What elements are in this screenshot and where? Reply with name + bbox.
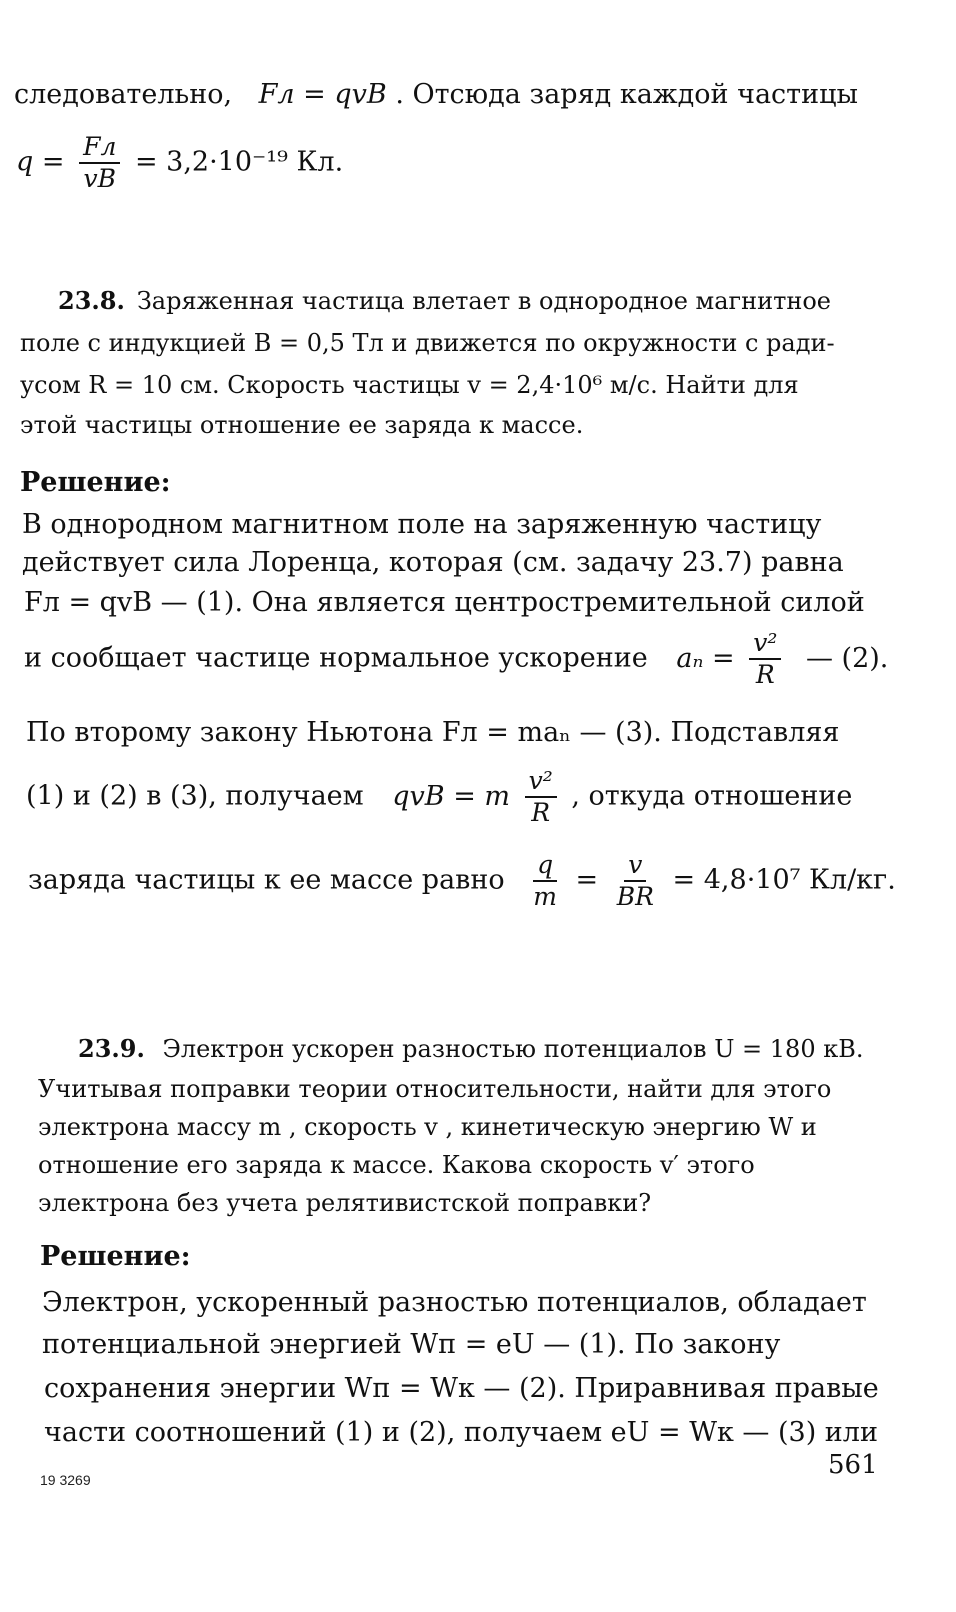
fraction-f-over-vb: $\frac{Fл}{vB}$ xyxy=(79,132,120,194)
solution-heading-23-8: Решение: xyxy=(20,467,171,498)
solution-23-8-line-4: и сообщает частице нормальное ускорение aₙ = $\frac{\text{v²}}{R}$ — (2). xyxy=(24,628,889,689)
top-line-1: следовательно, Fл = qvB . Отсюда заряд каждой частицы xyxy=(14,79,858,110)
solution-23-8-line-1: В однородном магнитном поле на заряженную частицу xyxy=(22,509,822,540)
fraction-v2-over-r: $\frac{\text{v²}}{R}$ xyxy=(749,628,781,690)
fraction-v-over-br: $\frac{v}{BR}$ xyxy=(616,850,654,911)
problem-23-8-line-4: этой частицы отношение ее заряда к массе. xyxy=(20,411,584,439)
solution-23-8-line-5: По второму закону Ньютона Fл = maₙ — (3). Подставляя xyxy=(26,717,840,748)
solution-23-9-line-4: части соотношений (1) и (2), получаем eU = Wк — (3) или xyxy=(44,1417,878,1448)
problem-number-23-9: 23.9. xyxy=(78,1034,145,1063)
problem-23-8-line-2: поле с индукцией B = 0,5 Тл и движется по окружности с ради- xyxy=(20,329,835,357)
problem-23-9-line-3: электрона массу m , скорость v , кинетическую энергию W и xyxy=(38,1113,817,1141)
problem-23-8-line-3: усом R = 10 см. Скорость частицы v = 2,4·10⁶ м/с. Найти для xyxy=(20,371,799,399)
solution-23-9-line-3: сохранения энергии Wп = Wк — (2). Приравнивая правые xyxy=(44,1373,879,1404)
fraction-q-over-m: $\frac{q}{m}$ xyxy=(533,850,557,911)
solution-23-9-line-1: Электрон, ускоренный разностью потенциалов, обладает xyxy=(42,1287,867,1318)
solution-23-8-line-2: действует сила Лоренца, которая (см. задачу 23.7) равна xyxy=(22,547,844,578)
solution-23-8-line-7: заряда частицы к ее массе равно $\frac{q}{m}$ = $\frac{v}{BR}$ = 4,8·10⁷ Кл/кг. xyxy=(28,850,896,911)
fraction-v2-over-r-2: $\frac{\text{v²}}{R}$ xyxy=(525,766,557,828)
solution-heading-23-9: Решение: xyxy=(40,1241,191,1272)
problem-23-9-line-5: электрона без учета релятивистской поправки? xyxy=(38,1189,652,1217)
problem-23-9-line-2: Учитывая поправки теории относительности, найти для этого xyxy=(38,1075,832,1103)
solution-23-9-line-2: потенциальной энергией Wп = eU — (1). По закону xyxy=(42,1329,781,1360)
problem-number-23-8: 23.8. xyxy=(58,286,125,315)
problem-23-8-line-1: 23.8. Заряженная частица влетает в однородное магнитное xyxy=(58,284,840,318)
printer-signature: 19 3269 xyxy=(40,1472,91,1488)
problem-23-9-line-1: 23.9. Электрон ускорен разностью потенциалов U = 180 кВ. xyxy=(78,1034,864,1063)
top-charge-formula: q = $\frac{Fл}{vB}$ = 3,2·10⁻¹⁹ Кл. xyxy=(16,132,344,193)
problem-23-9-line-4: отношение его заряда к массе. Какова скорость v′ этого xyxy=(38,1151,755,1179)
page-number: 561 xyxy=(828,1450,878,1480)
solution-23-8-line-6: (1) и (2) в (3), получаем qvB = m $\frac{\text{v²}}{R}$ , откуда отношение xyxy=(26,766,853,827)
solution-23-8-line-3: Fл = qvB — (1). Она является центростремительной силой xyxy=(24,587,865,618)
